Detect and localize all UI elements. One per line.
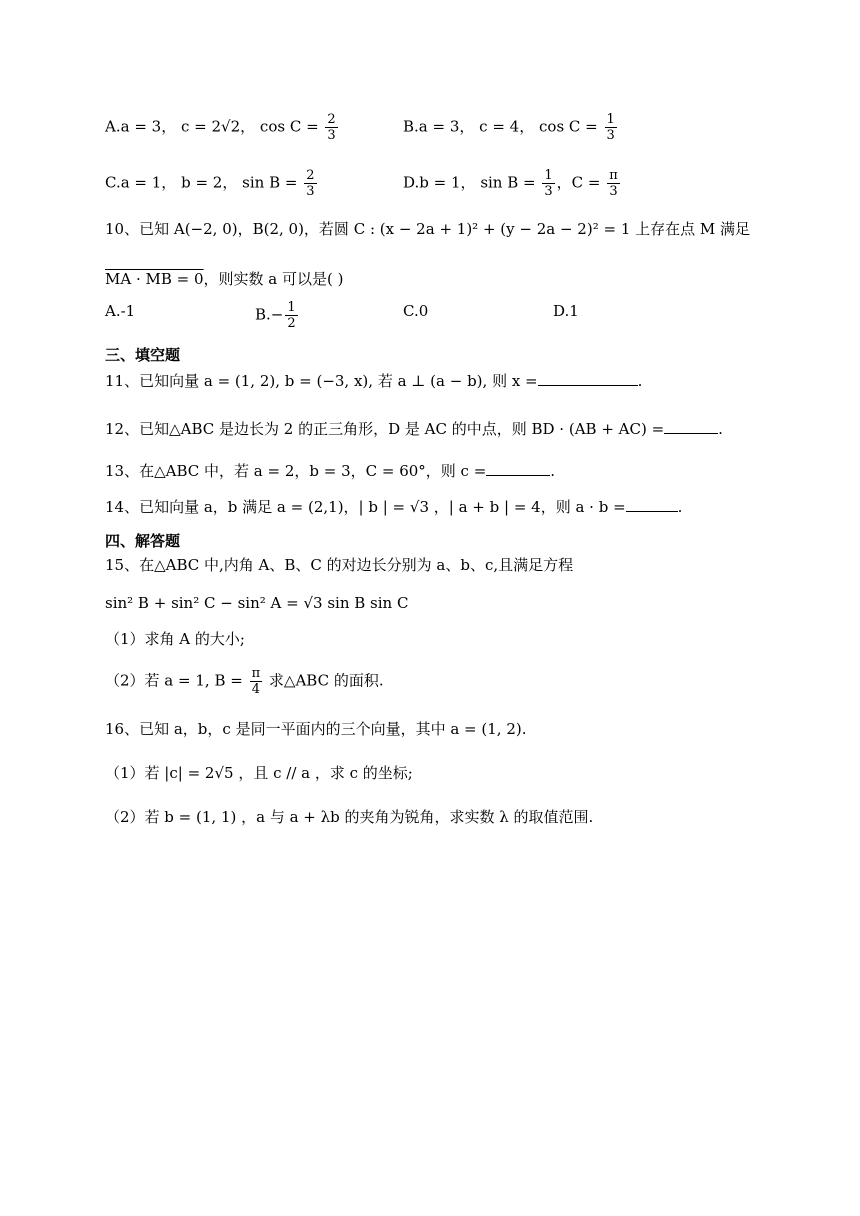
denominator: 3	[606, 128, 615, 143]
option-text: sin B =	[242, 173, 298, 192]
denominator: 4	[251, 682, 260, 697]
option-text: c = 4，	[479, 117, 535, 136]
q11-text: 11、已知向量 a = (1, 2), b = (−3, x), 若 a ⊥ (a − b), 则 x =	[105, 372, 538, 390]
q15-stem: 15、在△ABC 中,内角 A、B、C 的对边长分别为 a、b、c,且满足方程	[105, 556, 574, 574]
period: .	[550, 462, 556, 480]
numerator: π	[609, 168, 618, 183]
q14	[105, 496, 682, 518]
numerator: 1	[606, 112, 615, 127]
q15-equation: sin² B + sin² C − sin² A = √3 sin B sin C	[105, 594, 409, 612]
option-label: B.	[403, 117, 419, 136]
minus-sign: −	[270, 305, 284, 324]
option-label: D.	[403, 173, 420, 192]
denominator: 3	[327, 128, 336, 143]
answer-blank[interactable]	[486, 461, 550, 476]
q13-text: 13、在△ABC 中，若 a = 2，b = 3，C = 60°，则 c =	[105, 462, 487, 480]
fraction	[325, 112, 337, 143]
period: .	[677, 498, 683, 516]
option-text: ，C =	[556, 173, 601, 192]
fraction	[285, 300, 297, 331]
numerator: π	[251, 666, 261, 681]
option-text: b = 1，	[419, 173, 476, 192]
option-label: B.	[255, 305, 271, 324]
q16-stem: 16、已知 a，b，c 是同一平面内的三个向量，其中 a = (1, 2).	[105, 720, 527, 738]
q9-option-a	[105, 112, 340, 143]
q11	[105, 370, 642, 392]
option-label: A.	[105, 117, 121, 136]
denominator: 2	[287, 316, 296, 331]
option-text: cos C =	[259, 117, 319, 136]
fraction	[250, 666, 263, 697]
q9-option-d	[403, 168, 622, 199]
q15-part1: （1）求角 A 的大小;	[105, 630, 245, 648]
q13	[105, 460, 555, 482]
numerator: 1	[544, 168, 553, 183]
fraction	[605, 112, 617, 143]
q10-stem: 10、已知 A(−2, 0)，B(2, 0)，若圆 C : (x − 2a + 1)² + (y − 2a − 2)² = 1 上存在点 M 满足	[105, 220, 751, 238]
fraction	[607, 168, 620, 199]
q15-part2	[105, 666, 384, 697]
q16-part1: （1）若 |c| = 2√5 ，且 c // a ，求 c 的坐标;	[105, 764, 413, 782]
answer-blank[interactable]	[664, 419, 718, 434]
q12-text: 12、已知△ABC 是边长为 2 的正三角形，D 是 AC 的中点，则 BD · (AB + AC) =	[105, 420, 665, 438]
q10-stem-line2	[105, 268, 343, 290]
vector-dot-product: MA · MB = 0	[105, 270, 204, 288]
denominator: 3	[306, 184, 315, 199]
option-label: C.	[105, 173, 121, 192]
q9-option-c	[105, 168, 319, 199]
option-text: c = 2√2，	[180, 117, 256, 136]
q10-option-d: D.1	[553, 302, 579, 320]
q15-part2-text: （2）若 a = 1, B =	[105, 671, 243, 690]
option-text: sin B =	[480, 173, 536, 192]
q10-text: ，则实数 a 可以是( )	[203, 270, 344, 288]
denominator: 3	[609, 184, 618, 199]
answer-blank[interactable]	[626, 497, 678, 512]
denominator: 3	[544, 184, 553, 199]
fraction	[304, 168, 316, 199]
option-text: a = 3，	[418, 117, 475, 136]
option-text: a = 3，	[120, 117, 177, 136]
numerator: 2	[327, 112, 336, 127]
q9-option-b	[403, 112, 619, 143]
option-text: b = 2，	[181, 173, 238, 192]
q10-option-a: A.-1	[105, 302, 136, 320]
option-text: a = 1，	[120, 173, 177, 192]
q15-part2-text: 求△ABC 的面积.	[268, 671, 384, 690]
section-heading-solutions: 四、解答题	[105, 532, 181, 550]
section-heading-fill-in: 三、填空题	[105, 346, 181, 364]
period: .	[637, 372, 643, 390]
option-text: cos C =	[539, 117, 598, 136]
q14-text: 14、已知向量 a，b 满足 a = (2,1)，| b | = √3 ，| a + b | = 4，则 a · b =	[105, 498, 626, 516]
q16-part2: （2）若 b = (1, 1) ，a 与 a + λb 的夹角为锐角，求实数 λ 的取值范围.	[105, 808, 594, 826]
numerator: 1	[287, 300, 296, 315]
q12	[105, 418, 723, 440]
period: .	[718, 420, 723, 438]
q10-option-c: C.0	[403, 302, 429, 320]
fraction	[542, 168, 554, 199]
answer-blank[interactable]	[538, 371, 638, 386]
q10-option-b	[255, 300, 300, 331]
numerator: 2	[306, 168, 315, 183]
